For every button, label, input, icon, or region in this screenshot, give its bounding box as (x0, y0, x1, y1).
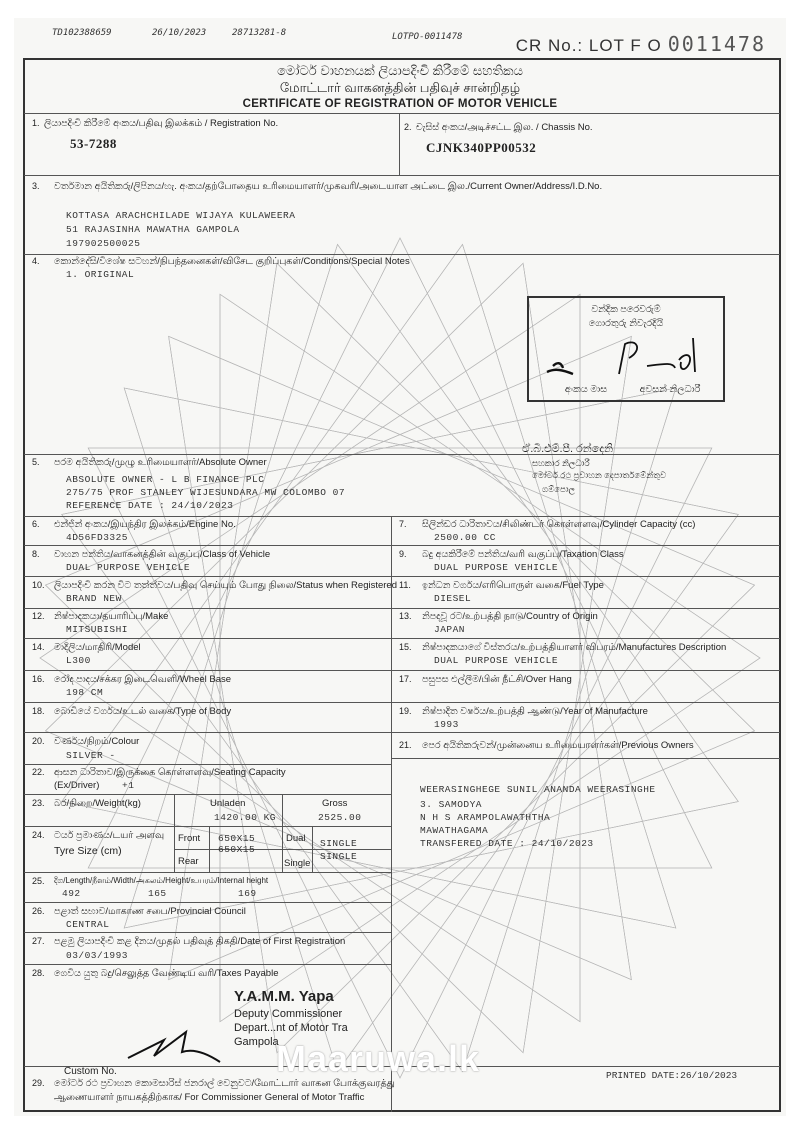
manufacturer-desc-value: DUAL PURPOSE VEHICLE (434, 655, 559, 666)
taxation-class-label: බදු අයකිරීමේ පන්තිය/வரி வகுப்பு/Taxation Class (422, 549, 624, 560)
commissioner-signature (124, 1018, 234, 1066)
cr-prefix: CR No.: LOT F O (515, 36, 662, 55)
tyre-front-value: 650X15 (218, 833, 256, 844)
absolute-owner-address: 275/75 PROF STANLEY WIJESUNDARA MW COLOMBO 07 (66, 487, 346, 498)
seating-capacity-sub: (Ex/Driver) (54, 780, 100, 791)
tyre-rear-value: 650X15 (218, 844, 256, 855)
tyre-dual-value: SINGLE (320, 838, 358, 849)
class-of-vehicle-label: වාහන පන්තිය/வாகனத்தின் வகுப்பு/Class of Vehicle (54, 549, 271, 560)
gross-label: Gross (322, 798, 348, 809)
registration-no-value: 53-7288 (70, 136, 117, 151)
previous-owner-line-2: 3. SAMODYA (420, 799, 483, 810)
stamp-signature (543, 328, 713, 380)
field-9-number: 9. (399, 549, 407, 559)
length-value: 492 (62, 888, 81, 899)
tyre-size-label: Tyre Size (cm) (54, 845, 122, 857)
absolute-owner-name: ABSOLUTE OWNER - L B FINANCE PLC (66, 474, 265, 485)
field-17-number: 17. (399, 674, 412, 684)
absolute-owner-label: පරම අයිතිකරු/முழு உரிமையாளர்/Absolute Owner (54, 457, 267, 468)
certificate-sheet (14, 18, 786, 1116)
stamp-line-3: අංකය මාස (564, 384, 608, 395)
field-18-number: 18. (32, 706, 45, 716)
tyre-single-value: SINGLE (320, 851, 358, 862)
title-sinhala: මෝටර් වාහනයක් ලියාපදිංචි කිරීමේ සහතිකය (277, 63, 523, 78)
stamp-line-2: ගොරතුරු නිවැරදියි (588, 318, 664, 329)
field-28-number: 28. (32, 968, 45, 978)
officer-stamp-dept: මෝටර් රථ ප්‍රවාහන දෙපාර්තමේන්තුව (532, 470, 667, 480)
conditions-label: කොන්දේසි/විශේෂ සටහන්/நிபந்தனைகள்/விசேட குறிப்புகள்/Conditions/Special Notes (54, 256, 410, 267)
registration-no-label: ලියාපදිංචි කිරීමේ අංකය/பதிவு இலக்கம் / Registration No. (44, 118, 279, 129)
status-registered-value: BRAND NEW (66, 593, 122, 604)
cylinder-capacity-value: 2500.00 CC (434, 532, 497, 543)
field-16-number: 16. (32, 674, 45, 684)
over-hang-label: පසුපස එල්ලීම/பின் நீட்சி/Over Hang (422, 674, 572, 685)
field-26-number: 26. (32, 906, 45, 916)
make-label: නිෂ්පාදකයා/தயாரிப்பு/Make (54, 611, 169, 622)
title-english: CERTIFICATE OF REGISTRATION OF MOTOR VEHICLE (242, 98, 558, 110)
fuel-type-label: ඉන්ධන වර්ගය/எரிபொருள் வகை/Fuel Type (422, 580, 604, 591)
signatory-place: Gampola (234, 1036, 279, 1048)
field-7-number: 7. (399, 519, 407, 529)
fuel-type-value: DIESEL (434, 593, 472, 604)
field-3-number: 3. (32, 181, 40, 191)
seating-capacity-value: +1 (122, 780, 135, 791)
manufacturer-desc-label: නිෂ්පාදකයාගේ විස්තරය/உற்பத்தியாளர் விபரம்/Manufactures Description (422, 642, 727, 653)
width-value: 165 (148, 888, 167, 899)
previous-owner-name: WEERASINGHEGE SUNIL ANANDA WEERASINGHE (420, 784, 656, 795)
officer-stamp-place: ගම්පොල (542, 484, 576, 494)
make-value: MITSUBISHI (66, 624, 129, 635)
current-owner-address: 51 RAJASINHA MAWATHA GAMPOLA (66, 224, 240, 235)
previous-owner-line-3: N H S ARAMPOLAWATHTHA (420, 812, 551, 823)
tyre-rear-label: Rear (178, 856, 199, 867)
stamp-line-4: අවසන් නිලධාරී (639, 384, 701, 395)
class-of-vehicle-value: DUAL PURPOSE VEHICLE (66, 562, 191, 573)
taxation-class-value: DUAL PURPOSE VEHICLE (434, 562, 559, 573)
country-origin-value: JAPAN (434, 624, 466, 635)
top-code-2: 28713281-8 (232, 28, 287, 38)
field-14-number: 14. (32, 642, 45, 652)
year-manufacture-value: 1993 (434, 719, 459, 730)
tyre-dual-label: Dual (286, 833, 306, 844)
signatory-title: Deputy Commissioner (234, 1008, 343, 1020)
field-22-number: 22. (32, 767, 45, 777)
field-4-number: 4. (32, 256, 40, 266)
tyre-front-label: Front (178, 833, 201, 844)
field-23-number: 23. (32, 798, 45, 808)
country-origin-label: නිපදවූ රට/உற்பத்தி நாடு/Country of Origin (422, 611, 598, 622)
field-20-number: 20. (32, 736, 45, 746)
dimensions-label: දිග/Length/நீளம்/Width/அகலம்/Height/உயரம்/Internal height (54, 876, 269, 885)
cylinder-capacity-label: සිලින්ඩර ධාරිතාවය/சிலிண்டர் கொள்ளளவு/Cylinder Capacity (cc) (422, 519, 696, 530)
current-owner-id: 197902500025 (66, 238, 141, 249)
model-value: L300 (66, 655, 91, 666)
wheel-base-value: 198 CM (66, 687, 104, 698)
engine-no-label: එන්ජින් අංකය/இயந்திர இலக்கம்/Engine No. (54, 519, 236, 530)
current-owner-label: වර්තමාන අයිතිකරු/ලිපිනය/හැ. අංකය/தற்போதைய உரிமையாளர்/முகவரி/அடையாள அட்டை இல./Current Owner/Address/I.D.No. (54, 181, 603, 192)
absolute-owner-reference: REFERENCE DATE : 24/10/2023 (66, 500, 234, 511)
colour-value: SILVER - (66, 750, 116, 761)
officer-stamp-name: ඒ.බී.එම්.පී. රන්දෙනි (522, 443, 614, 455)
stamp-line-1: වන්දික පරෙවරුම් (591, 304, 661, 315)
previous-owner-transfer-date: TRANSFERED DATE : 24/10/2023 (420, 838, 594, 849)
current-owner-name: KOTTASA ARACHCHILADE WIJAYA KULAWEERA (66, 210, 296, 221)
previous-owner-line-4: MAWATHAGAMA (420, 825, 489, 836)
chassis-no-label: චැසිස් අංකය/அடிச்சட்ட இல. / Chassis No. (416, 122, 593, 133)
signatory-name: Y.A.M.M. Yapa (234, 988, 334, 1005)
provincial-council-value: CENTRAL (66, 919, 110, 930)
chassis-no-value: CJNK340PP00532 (426, 140, 537, 155)
field-12-number: 12. (32, 611, 45, 621)
status-registered-label: ලියාපදිංචි කරන විට තත්ත්වය/பதிவு செய்யும் போது நிலை/Status when Registered (54, 580, 397, 591)
field-15-number: 15. (399, 642, 412, 652)
printed-date: PRINTED DATE:26/10/2023 (606, 1070, 738, 1081)
field-8-number: 8. (32, 549, 40, 559)
first-registration-label: පළමු ලියාපදිංචි කළ දිනය/முதல் பதிவுத் திகதி/Date of First Registration (54, 936, 346, 947)
field-25-number: 25. (32, 876, 45, 886)
type-of-body-label: බොඩියේ වර්ගය/உடல் வகை/Type of Body (54, 706, 232, 717)
field-29-number: 29. (32, 1078, 45, 1088)
wheel-base-label: රෝද පාදය/சக்கர இடைவெளி/Wheel Base (54, 674, 232, 685)
field-2-number: 2. (404, 122, 412, 132)
top-date: 26/10/2023 (152, 28, 207, 38)
field-21-number: 21. (399, 740, 412, 750)
field-13-number: 13. (399, 611, 412, 621)
year-manufacture-label: නිෂ්පාදිත වර්ෂය/உற்பத்தி ஆண்டு/Year of Manufacture (422, 706, 648, 717)
top-code-1: TD102388659 (52, 28, 112, 38)
weight-label: බර/நிறை/Weight(kg) (54, 798, 141, 809)
watermark-text: Maaruwa.lk (276, 1038, 481, 1079)
gross-value: 2525.00 (318, 812, 362, 823)
first-registration-value: 03/03/1993 (66, 950, 129, 961)
top-lot: LOTPO-0011478 (392, 32, 463, 42)
unladen-value: 1420.00 KG (214, 812, 277, 823)
taxes-payable-label: ගෙවිය යුතු බදු/செலுத்த வேண்டிய வரி/Taxes Payable (54, 968, 279, 979)
height-value: 169 (238, 888, 257, 899)
previous-owners-label: පෙර අයිතිකරුවන්/முன்னைய உரிமையாளர்கள்/Previous Owners (422, 740, 694, 751)
engine-no-value: 4D56FD3325 (66, 532, 129, 543)
officer-stamp-title: සහකාර නිලධාරී (532, 458, 590, 468)
field-10-number: 10. (32, 580, 45, 590)
tyre-size-label-local: ටයර් ප්‍රමාණය/டயர் அளவு (54, 830, 165, 841)
custom-no-label: Custom No. (64, 1066, 117, 1077)
field-19-number: 19. (399, 706, 412, 716)
field-27-number: 27. (32, 936, 45, 946)
verification-stamp (527, 296, 725, 402)
field-1-number: 1. (32, 118, 40, 128)
title-tamil: மோட்டார் வாகனத்தின் பதிவுச் சான்றிதழ் (279, 80, 521, 95)
cr-number (516, 32, 766, 56)
provincial-council-label: පළාත් සභාව/மாகாண சபை/Provincial Council (54, 906, 246, 917)
seating-capacity-label: ආසන ධාරිතාව/இருக்கை கொள்ளளவு/Seating Capacity (54, 767, 286, 778)
field-6-number: 6. (32, 519, 40, 529)
field-5-number: 5. (32, 457, 40, 467)
signatory-dept: Depart...nt of Motor Tra (234, 1022, 348, 1034)
cr-number-value: 0011478 (667, 32, 766, 56)
tyre-single-label: Single (284, 858, 311, 869)
colour-label: වර්ණය/நிறம்/Colour (54, 736, 140, 747)
unladen-label: Unladen (210, 798, 246, 809)
commissioner-label: ஆணையாளர் நாயகத்திற்காக/ For Commissioner General of Motor Traffic (54, 1092, 365, 1103)
conditions-value: 1. ORIGINAL (66, 269, 135, 280)
field-11-number: 11. (399, 580, 411, 590)
field-24-number: 24. (32, 830, 45, 840)
commissioner-label-local: මෝටර් රථ ප්‍රවාහන කොමසාරිස් ජනරාල් වෙනුවට/மோட்டார் வாகன போக்குவரத்து (54, 1078, 395, 1089)
model-label: මාදිලිය/மாதிரி/Model (54, 642, 141, 653)
